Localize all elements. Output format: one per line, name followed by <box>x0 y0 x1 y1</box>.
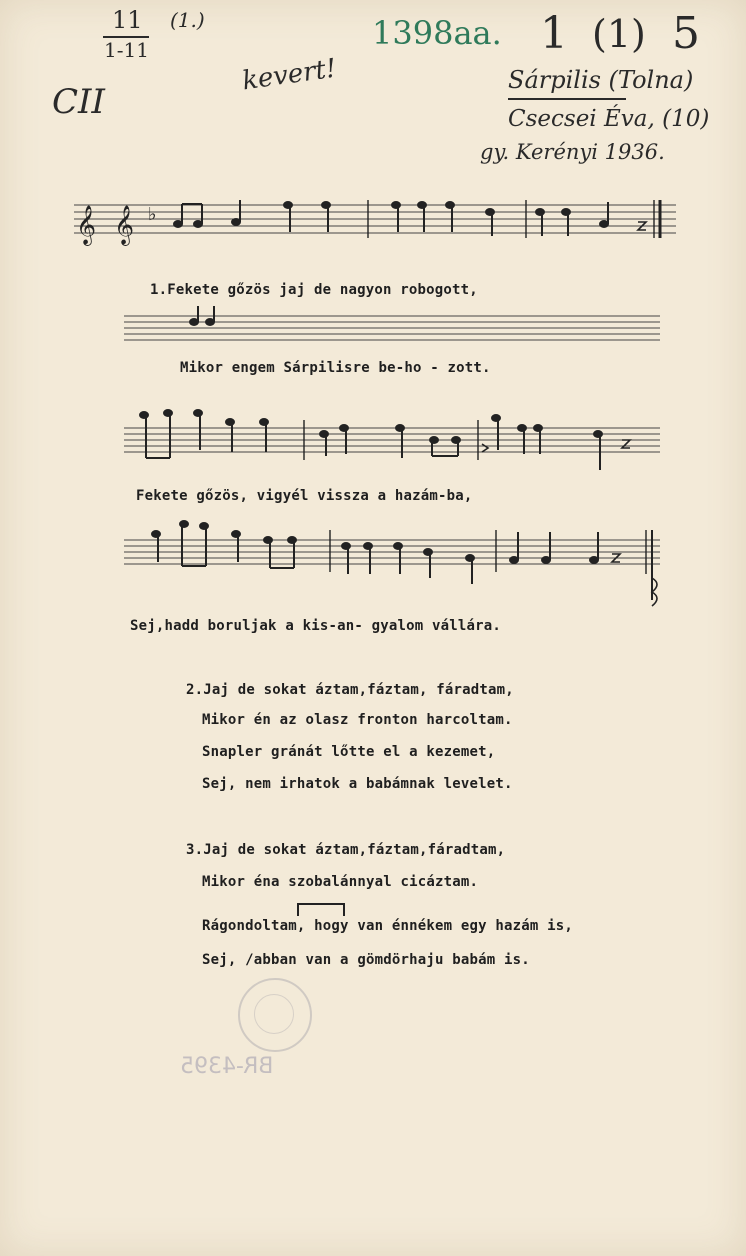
lyric-line-3: Fekete gőzös, vigyél vissza a hazám-ba, <box>136 488 473 504</box>
column-mark-3: 5 <box>672 8 700 59</box>
ghost-stamp-text: BR-4395 <box>180 1054 274 1079</box>
class-mark: CII <box>52 82 105 122</box>
svg-text:𝄞: 𝄞 <box>76 205 97 245</box>
verse2-line-4: Sej, nem irhatok a babámnak levelet. <box>202 776 513 792</box>
svg-text:♭: ♭ <box>148 204 157 225</box>
lyric-line-4: Sej,hadd boruljak a kis-an- gyalom vállára. <box>130 618 502 634</box>
archive-number-bottom: 1-11 <box>104 38 149 62</box>
library-seal-stamp <box>238 978 312 1052</box>
column-mark-2: (1) <box>592 12 646 56</box>
paren-note: (1.) <box>170 8 205 32</box>
verse3-line-2: Mikor éna szobalánnyal cicáztam. <box>202 874 479 890</box>
singer-name: Csecsei Éva, (10) <box>508 106 710 132</box>
place-name: Sárpilis (Tolna) <box>508 66 694 94</box>
svg-text:𝄞: 𝄞 <box>114 205 135 245</box>
collector-note: gy. Kerényi 1936. <box>480 140 665 164</box>
lyric-line-2: Mikor engem Sárpilisre be-ho - zott. <box>180 360 491 376</box>
kevert-note: kevert! <box>240 53 339 97</box>
verse3-line-1: 3.Jaj de sokat áztam,fáztam,fáradtam, <box>186 842 506 858</box>
verse3-line-3: Rágondoltam, hogy van énnékem egy hazám is, <box>202 918 574 934</box>
verse2-line-2: Mikor én az olasz fronton harcoltam. <box>202 712 513 728</box>
catalog-number: 1398aa. <box>372 14 502 52</box>
verse2-line-1: 2.Jaj de sokat áztam,fáztam, fáradtam, <box>186 682 514 698</box>
lyric-line-1: 1.Fekete gőzös jaj de nagyon robogott, <box>150 282 478 298</box>
column-mark-1: 1 <box>540 8 568 59</box>
verse3-line-4: Sej, /abban van a gömdörhaju babám is. <box>202 952 530 968</box>
archive-number-top: 11 <box>112 6 143 34</box>
verse2-line-3: Snapler gránát lőtte el a kezemet, <box>202 744 496 760</box>
